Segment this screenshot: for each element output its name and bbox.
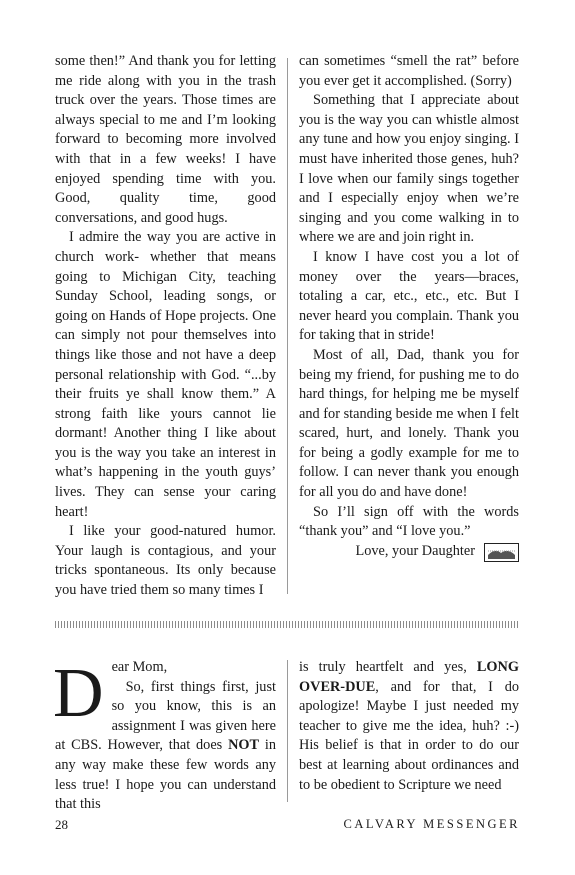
paragraph: Most of all, Dad, thank you for being my friend, for pushing me to do hard things, for helping me be myself and for standing beside me when I felt scared, hurt, and lonely. Thank you for being a godly example for me to follow. I can never thank you enough for all you do and have done! [299,346,519,501]
signature-text: Love, your Daughter [355,542,475,559]
magazine-title: CALVARY MESSENGER [343,817,520,831]
body-text: , and for that, I do apologize! Maybe I just needed my teacher to give me the idea, huh? :-) His belief is that in order to do our best at learning about ordinances and to be obedient to Scripture we need [299,678,519,793]
emphasis-text: NOT [228,737,260,754]
top-left-column [55,52,276,601]
page-number: 28 [55,817,68,832]
body-text: is truly heartfelt and yes, [299,659,477,675]
column-divider-line [287,58,288,594]
paragraph: So I’ll sign off with the words “thank you” and “I love you.” [299,503,519,540]
letter-opening [53,655,276,815]
body-text: in any way make these few words any less true! I hope you can understand that this [55,737,276,813]
paragraph [299,658,519,795]
bottom-right-column [299,658,519,795]
top-right-column [299,52,519,561]
paragraph: some then!” And thank you for letting me ride along with you in the trash truck over the years. Those times are always special to me and I’m looking forward to becoming more involved with that in a few weeks! I have enjoyed spending time with you. Good, quality time, good conversations, and good hugs. [55,53,276,226]
paragraph: Something that I appreciate about you is the way you can whistle almost any tune and how you enjoy singing. I must have inherited those genes, huh? I love when our family sings together and I especially enjoy when we’re singing and you come walking in to where we are and join right in. [299,92,519,246]
bottom-left-column [53,655,276,815]
paragraph: I like your good-natured humor. Your laugh is contagious, and your tricks spontaneous. Its only because you have tried them so many times I [55,523,276,599]
paragraph: can sometimes “smell the rat” before you ever get it accomplished. (Sorry) [299,53,519,89]
body-text: So, first things first, just so you know, this is an assignment I was given here at CBS. However, that does [55,678,276,754]
drop-cap: D [53,655,104,732]
section-divider [55,621,519,628]
end-mark-icon [484,543,519,562]
greeting: ear Mom, [111,659,168,675]
signature-line [299,542,519,562]
paragraph: I admire the way you are active in church work- whether that means going to Michigan City, teaching Sunday School, leading songs, or going on Hands of Hope projects. One can simply not pour themselves into things like those and not have a deep personal relationship with God. “...by their fruits ye shall know them.” A strong faith like yours cannot lie dormant! Another thing I like about you is the way you take an interest in what’s happening in the youth guys’ lives. They can sense your caring heart! [55,229,276,520]
column-divider-line [287,660,288,802]
emphasis-text: LONG OVER-DUE [299,659,519,695]
paragraph: I know I have cost you a lot of money over the years—braces, totaling a car, etc., etc., etc. But I never heard you complain. Thank you for taking that in stride! [299,248,519,344]
